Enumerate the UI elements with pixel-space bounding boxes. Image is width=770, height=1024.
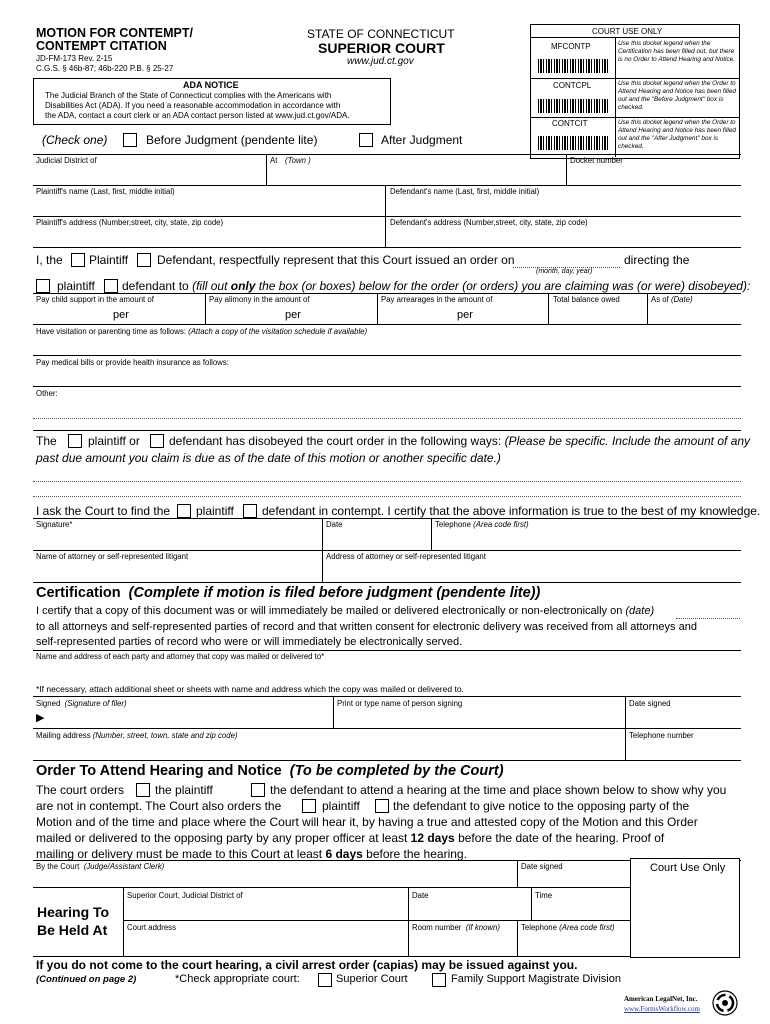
arrearages-label: Pay arrearages in the amount of xyxy=(381,295,493,304)
order-l2c: the defendant to give notice to the opposing party of the xyxy=(393,799,690,813)
disobeyed-text-2: past due amount you claim is due as of the date of this motion or another specific date.) xyxy=(36,451,501,465)
ask-telephone-field[interactable] xyxy=(433,530,740,549)
print-name-field[interactable] xyxy=(335,708,623,727)
visitation-label: Have visitation or parenting time as follows: (Attach a copy of the visitation schedule if available) xyxy=(36,327,368,336)
order-telephone-label: Telephone (Area code first) xyxy=(521,923,615,932)
balance-field[interactable] xyxy=(550,305,646,323)
at-label: At xyxy=(270,156,278,165)
docket-code-mfcontp: MFCONTP xyxy=(551,42,591,51)
balance-label: Total balance owed xyxy=(553,295,620,304)
order-date-signed-field[interactable] xyxy=(519,872,629,886)
disobeyed-field[interactable] xyxy=(34,466,740,498)
continued-label: (Continued on page 2) xyxy=(36,974,137,985)
medical-field[interactable] xyxy=(34,368,740,385)
superior-court-label: Superior Court, Judicial District of xyxy=(127,891,243,900)
ada-line1: The Judicial Branch of the State of Connecticut complies with the Americans with xyxy=(45,91,332,100)
room-number-label: Room number (If known) xyxy=(412,923,500,932)
order-defendant-attend-checkbox[interactable] xyxy=(251,783,265,797)
disobeyed-the: The xyxy=(36,434,57,448)
cert-line2: to all attorneys and self-represented parties of record and that written consent for electronic delivery was received from all attorneys and xyxy=(36,621,697,633)
disobeyed-plaintiff-label: plaintiff or xyxy=(88,434,140,448)
court-address-label: Court address xyxy=(127,923,176,932)
motion-plaintiff-label: Plaintiff xyxy=(89,253,129,267)
motion-defendant-checkbox[interactable] xyxy=(137,253,151,267)
town-hint: (Town ) xyxy=(285,156,311,165)
cert-date-signed-field[interactable] xyxy=(627,708,740,727)
docket-note-contcpl: Use this docket legend when the Order to Attend Hearing and Notice has been filled out and the "Before Judgment" box is checked. xyxy=(618,80,736,111)
docket-code-contcit: CONTCIT xyxy=(552,119,588,128)
check-court-label: *Check appropriate court: xyxy=(175,973,300,985)
ask-plaintiff-label: plaintiff xyxy=(196,504,234,518)
superior-court-field[interactable] xyxy=(125,901,407,919)
order-defendant-notice-checkbox[interactable] xyxy=(375,799,389,813)
order-l1a: The court orders xyxy=(36,783,125,797)
ada-line3: the ADA, contact a court clerk or an ADA contact person listed at www.jud.ct.gov/ADA. xyxy=(45,111,350,120)
cert-line3: self-represented parties of record who were or will immediately be electronically served. xyxy=(36,636,463,648)
cert-names-label: Name and address of each party and attorney that copy was mailed or delivered to* xyxy=(36,652,325,661)
defendant-address-label: Defendant's address (Number,street, city, state, zip code) xyxy=(390,218,588,227)
cert-names-field[interactable] xyxy=(34,662,740,682)
court-use-title: COURT USE ONLY xyxy=(592,27,663,36)
footer-company: American LegalNet, Inc. xyxy=(624,995,698,1003)
order-l2a: are not in contempt. The Court also orders the xyxy=(36,799,282,813)
mailing-address-label: Mailing address (Number, street, town, state and zip code) xyxy=(36,731,238,740)
before-judgment-checkbox[interactable] xyxy=(123,133,137,147)
docket-note-mfcontp: Use this docket legend when the Certification has been filled out, but there is no Order to Attend Hearing and Notice. xyxy=(618,40,735,63)
plaintiff-to-checkbox[interactable] xyxy=(36,279,50,293)
judicial-district-label: Judicial District of xyxy=(36,156,97,165)
other-label: Other: xyxy=(36,389,58,398)
attorney-address-field[interactable] xyxy=(324,562,740,581)
form-number: JD-FM-173 Rev. 2-15 xyxy=(36,54,113,63)
cert-footnote: *If necessary, attach additional sheet or sheets with name and address which the copy was mailed or delivered to. xyxy=(36,684,464,694)
ada-title: ADA NOTICE xyxy=(183,80,239,90)
order-l1c: the defendant to attend a hearing at the time and place shown below to show why you xyxy=(270,783,727,797)
cert-telephone-label: Telephone number xyxy=(629,731,694,740)
arrearages-field[interactable] xyxy=(379,305,547,323)
signature-label: Signature* xyxy=(36,520,73,529)
form-title-line2: CONTEMPT CITATION xyxy=(36,39,167,53)
by-court-label: By the Court (Judge/Assistant Clerk) xyxy=(36,862,165,871)
order-date-field[interactable] xyxy=(513,252,620,267)
cert-telephone-field[interactable] xyxy=(627,740,740,759)
ask-defendant-checkbox[interactable] xyxy=(243,504,257,518)
order-telephone-field[interactable] xyxy=(519,934,629,955)
fill-out-instruction: defendant to (fill out only the box (or boxes) below for the order (or orders) you are claiming was (or were) disobeyed): xyxy=(122,279,751,293)
superior-court-checkbox[interactable] xyxy=(318,973,332,987)
hearing-label-1: Hearing To xyxy=(37,904,110,920)
magistrate-checkbox[interactable] xyxy=(432,973,446,987)
capias-warning: If you do not come to the court hearing, a civil arrest order (capias) may be issued against you. xyxy=(36,958,578,972)
hearing-date-label: Date xyxy=(412,891,429,900)
certification-title: Certification (Complete if motion is filed before judgment (pendente lite)) xyxy=(36,585,541,601)
as-of-date-field[interactable] xyxy=(649,305,740,323)
hearing-date-field[interactable] xyxy=(410,901,530,919)
defendant-address-field[interactable] xyxy=(387,228,740,246)
order-l1b: the plaintiff xyxy=(155,783,213,797)
docket-note-contcit: Use this docket legend when the Order to Attend Hearing and Notice has been filled out and the "After Judgment" box is checked. xyxy=(618,119,736,150)
order-plaintiff-notice-checkbox[interactable] xyxy=(302,799,316,813)
order-l4: mailed or delivered to the opposing party by any proper officer at least 12 days before the date of the hearing. Proof of xyxy=(36,831,665,845)
print-name-label: Print or type name of person signing xyxy=(337,699,463,708)
ask-court-text: I ask the Court to find the xyxy=(36,504,171,518)
visitation-field[interactable] xyxy=(34,337,740,355)
alimony-label: Pay alimony in the amount of xyxy=(209,295,310,304)
state-name: STATE OF CONNECTICUT xyxy=(307,27,455,41)
plaintiff-address-label: Plaintiff's address (Number,street, city, state, zip code) xyxy=(36,218,224,227)
child-support-field[interactable] xyxy=(34,305,204,323)
by-court-field[interactable] xyxy=(34,872,516,886)
judicial-district-field[interactable] xyxy=(34,165,264,184)
hearing-time-field[interactable] xyxy=(533,901,629,919)
signature-field[interactable] xyxy=(34,530,321,549)
superior-court-option: Superior Court xyxy=(336,973,408,985)
ask-date-label: Date xyxy=(326,520,343,529)
disobeyed-defendant-checkbox[interactable] xyxy=(150,434,164,448)
form-title: MOTION FOR CONTEMPT/ xyxy=(36,26,193,40)
attorney-name-label: Name of attorney or self-represented litigant xyxy=(36,552,189,561)
child-support-per: per xyxy=(113,309,129,321)
attorney-name-field[interactable] xyxy=(34,562,321,581)
ask-plaintiff-checkbox[interactable] xyxy=(177,504,191,518)
disobeyed-text: defendant has disobeyed the court order in the following ways: (Please be specific. Include the amount of any xyxy=(169,434,751,448)
defendant-name-label: Defendant's name (Last, first, middle initial) xyxy=(390,187,540,196)
hearing-label-2: Be Held At xyxy=(37,922,108,938)
court-name: SUPERIOR COURT xyxy=(318,40,445,56)
court-use-only-label: Court Use Only xyxy=(650,862,726,874)
before-judgment-label: Before Judgment (pendente lite) xyxy=(146,133,318,147)
attorney-address-label: Address of attorney or self-represented litigant xyxy=(326,552,486,561)
cert-date-field[interactable] xyxy=(676,603,740,618)
barcode-contcit xyxy=(538,136,608,150)
magistrate-option: Family Support Magistrate Division xyxy=(451,973,621,985)
barcode-mfcontp xyxy=(538,59,608,73)
docket-number-field[interactable] xyxy=(568,165,740,184)
mailing-address-field[interactable] xyxy=(34,740,623,759)
hearing-time-label: Time xyxy=(535,891,553,900)
filer-signature-field[interactable] xyxy=(50,708,331,727)
company-logo-icon xyxy=(712,990,738,1016)
motion-defendant-text: Defendant, respectfully represent that this Court issued an order on xyxy=(157,253,515,267)
plaintiff-to-label: plaintiff xyxy=(57,279,95,293)
room-number-field[interactable] xyxy=(410,934,516,955)
town-field[interactable] xyxy=(268,165,564,184)
docket-number-label: Docket number xyxy=(570,156,623,165)
cert-line1: I certify that a copy of this document was or will immediately be mailed or delivered electronically or non-electronically on (date) xyxy=(36,605,655,617)
order-date-hint: (month, day, year) xyxy=(536,268,593,275)
footer-url[interactable]: www.FormsWorkflow.com xyxy=(624,1005,700,1013)
website-link[interactable]: www.jud.ct.gov xyxy=(347,56,414,67)
order-l2b: plaintiff xyxy=(322,799,360,813)
ask-defendant-text: defendant in contempt. I certify that the above information is true to the best of my knowledge. xyxy=(262,504,761,518)
plaintiff-address-field[interactable] xyxy=(34,228,383,246)
barcode-contcpl xyxy=(538,99,608,113)
cert-date-signed-label: Date signed xyxy=(629,699,671,708)
order-plaintiff-attend-checkbox[interactable] xyxy=(136,783,150,797)
as-of-label: As of (Date) xyxy=(651,295,693,304)
order-date-signed-label: Date signed xyxy=(521,862,563,871)
medical-label: Pay medical bills or provide health insurance as follows: xyxy=(36,358,229,367)
order-title: Order To Attend Hearing and Notice (To be completed by the Court) xyxy=(36,763,504,779)
defendant-to-checkbox[interactable] xyxy=(104,279,118,293)
ask-date-field[interactable] xyxy=(324,530,430,549)
child-support-label: Pay child support in the amount of xyxy=(36,295,154,304)
defendant-name-field[interactable] xyxy=(387,197,740,215)
arrearages-per: per xyxy=(457,309,473,321)
other-field[interactable] xyxy=(34,399,740,429)
arrow-icon: ▶ xyxy=(36,712,45,724)
alimony-field[interactable] xyxy=(207,305,376,323)
signed-label: Signed (Signature of filer) xyxy=(36,699,127,708)
order-l3: Motion and of the time and place where the Court will hear it, by having a true and attested copy of the Motion and this Order xyxy=(36,815,698,829)
directing-the-text: directing the xyxy=(624,253,690,267)
motion-plaintiff-checkbox[interactable] xyxy=(71,253,85,267)
ada-line2: Disabilities Act (ADA). If you need a reasonable accommodation in accordance with xyxy=(45,101,341,110)
ask-telephone-label: Telephone (Area code first) xyxy=(435,520,529,529)
order-l5: mailing or delivery must be made to this Court at least 6 days before the hearing. xyxy=(36,847,467,861)
docket-code-contcpl: CONTCPL xyxy=(553,81,592,90)
check-one-label: (Check one) xyxy=(42,133,108,147)
i-the-text: I, the xyxy=(36,253,63,267)
statutes: C.G.S. § 46b-87; 46b-220 P.B. § 25-27 xyxy=(36,64,174,73)
disobeyed-plaintiff-checkbox[interactable] xyxy=(68,434,82,448)
after-judgment-label: After Judgment xyxy=(381,133,463,147)
court-address-field[interactable] xyxy=(125,934,407,955)
plaintiff-name-field[interactable] xyxy=(34,197,383,215)
plaintiff-name-label: Plaintiff's name (Last, first, middle initial) xyxy=(36,187,175,196)
after-judgment-checkbox[interactable] xyxy=(359,133,373,147)
alimony-per: per xyxy=(285,309,301,321)
